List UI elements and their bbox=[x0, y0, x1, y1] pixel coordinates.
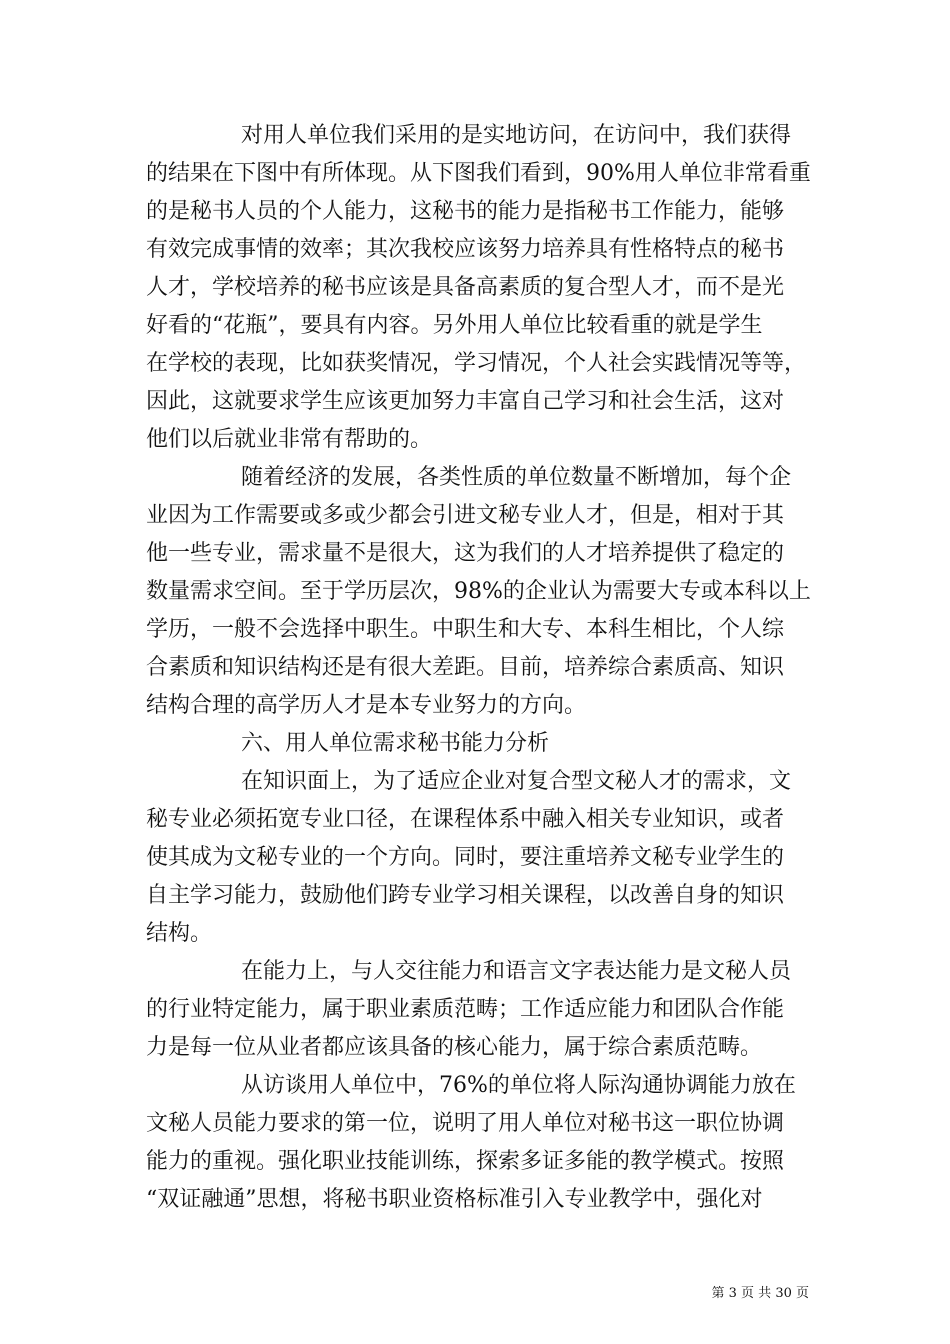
text-line: 自主学习能力，鼓励他们跨专业学习相关课程，以改善自身的知识 bbox=[146, 883, 785, 908]
text-line: 学历，一般不会选择中职生。中职生和大专、本科生相比，个人综 bbox=[146, 617, 785, 642]
text-line: 随着经济的发展，各类性质的单位数量不断增加，每个企 bbox=[241, 465, 792, 490]
text-line: 能力的重视。强化职业技能训练，探索多证多能的教学模式。按照 bbox=[146, 1149, 785, 1174]
text-line: 的行业特定能力，属于职业素质范畴；工作适应能力和团队合作能 bbox=[146, 997, 785, 1022]
text-line: 业因为工作需要或多或少都会引进文秘专业人才，但是，相对于其 bbox=[146, 503, 785, 528]
text-line: 秘专业必须拓宽专业口径，在课程体系中融入相关专业知识，或者 bbox=[146, 807, 785, 832]
text-line: 人才，学校培养的秘书应该是具备高素质的复合型人才，而不是光 bbox=[146, 275, 785, 300]
text-line: 在学校的表现，比如获奖情况，学习情况，个人社会实践情况等等， bbox=[146, 351, 807, 376]
text-line: “双证融通”思想，将秘书职业资格标准引入专业教学中，强化对 bbox=[146, 1187, 763, 1212]
text-line: 对用人单位我们采用的是实地访问，在访问中，我们获得 bbox=[241, 123, 792, 148]
text-line: 好看的“花瓶”，要具有内容。另外用人单位比较看重的就是学生 bbox=[146, 313, 763, 338]
text-line: 使其成为文秘专业的一个方向。同时，要注重培养文秘专业学生的 bbox=[146, 845, 785, 870]
page-number: 第 3 页 共 30 页 bbox=[711, 1286, 809, 1301]
text-line: 从访谈用人单位中，76%的单位将人际沟通协调能力放在 bbox=[241, 1073, 796, 1098]
text-line: 的是秘书人员的个人能力，这秘书的能力是指秘书工作能力，能够 bbox=[146, 199, 785, 224]
text-line: 文秘人员能力要求的第一位，说明了用人单位对秘书这一职位协调 bbox=[146, 1111, 785, 1136]
text-line: 在能力上，与人交往能力和语言文字表达能力是文秘人员 bbox=[241, 959, 792, 984]
text-line: 有效完成事情的效率；其次我校应该努力培养具有性格特点的秘书 bbox=[146, 237, 785, 262]
text-line: 合素质和知识结构还是有很大差距。目前，培养综合素质高、知识 bbox=[146, 655, 785, 680]
text-line: 结构。 bbox=[146, 921, 213, 946]
text-line: 他一些专业，需求量不是很大，这为我们的人才培养提供了稳定的 bbox=[146, 541, 785, 566]
text-line: 的结果在下图中有所体现。从下图我们看到，90%用人单位非常看重 bbox=[146, 161, 811, 186]
text-line: 结构合理的高学历人才是本专业努力的方向。 bbox=[146, 693, 587, 718]
text-line: 力是每一位从业者都应该具备的核心能力，属于综合素质范畴。 bbox=[146, 1035, 763, 1060]
text-line: 数量需求空间。至于学历层次，98%的企业认为需要大专或本科以上 bbox=[146, 579, 811, 604]
text-line: 因此，这就要求学生应该更加努力丰富自己学习和社会生活，这对 bbox=[146, 389, 785, 414]
text-line: 他们以后就业非常有帮助的。 bbox=[146, 427, 433, 452]
section-heading: 六、用人单位需求秘书能力分析 bbox=[241, 731, 550, 756]
text-line: 在知识面上，为了适应企业对复合型文秘人才的需求，文 bbox=[241, 769, 792, 794]
